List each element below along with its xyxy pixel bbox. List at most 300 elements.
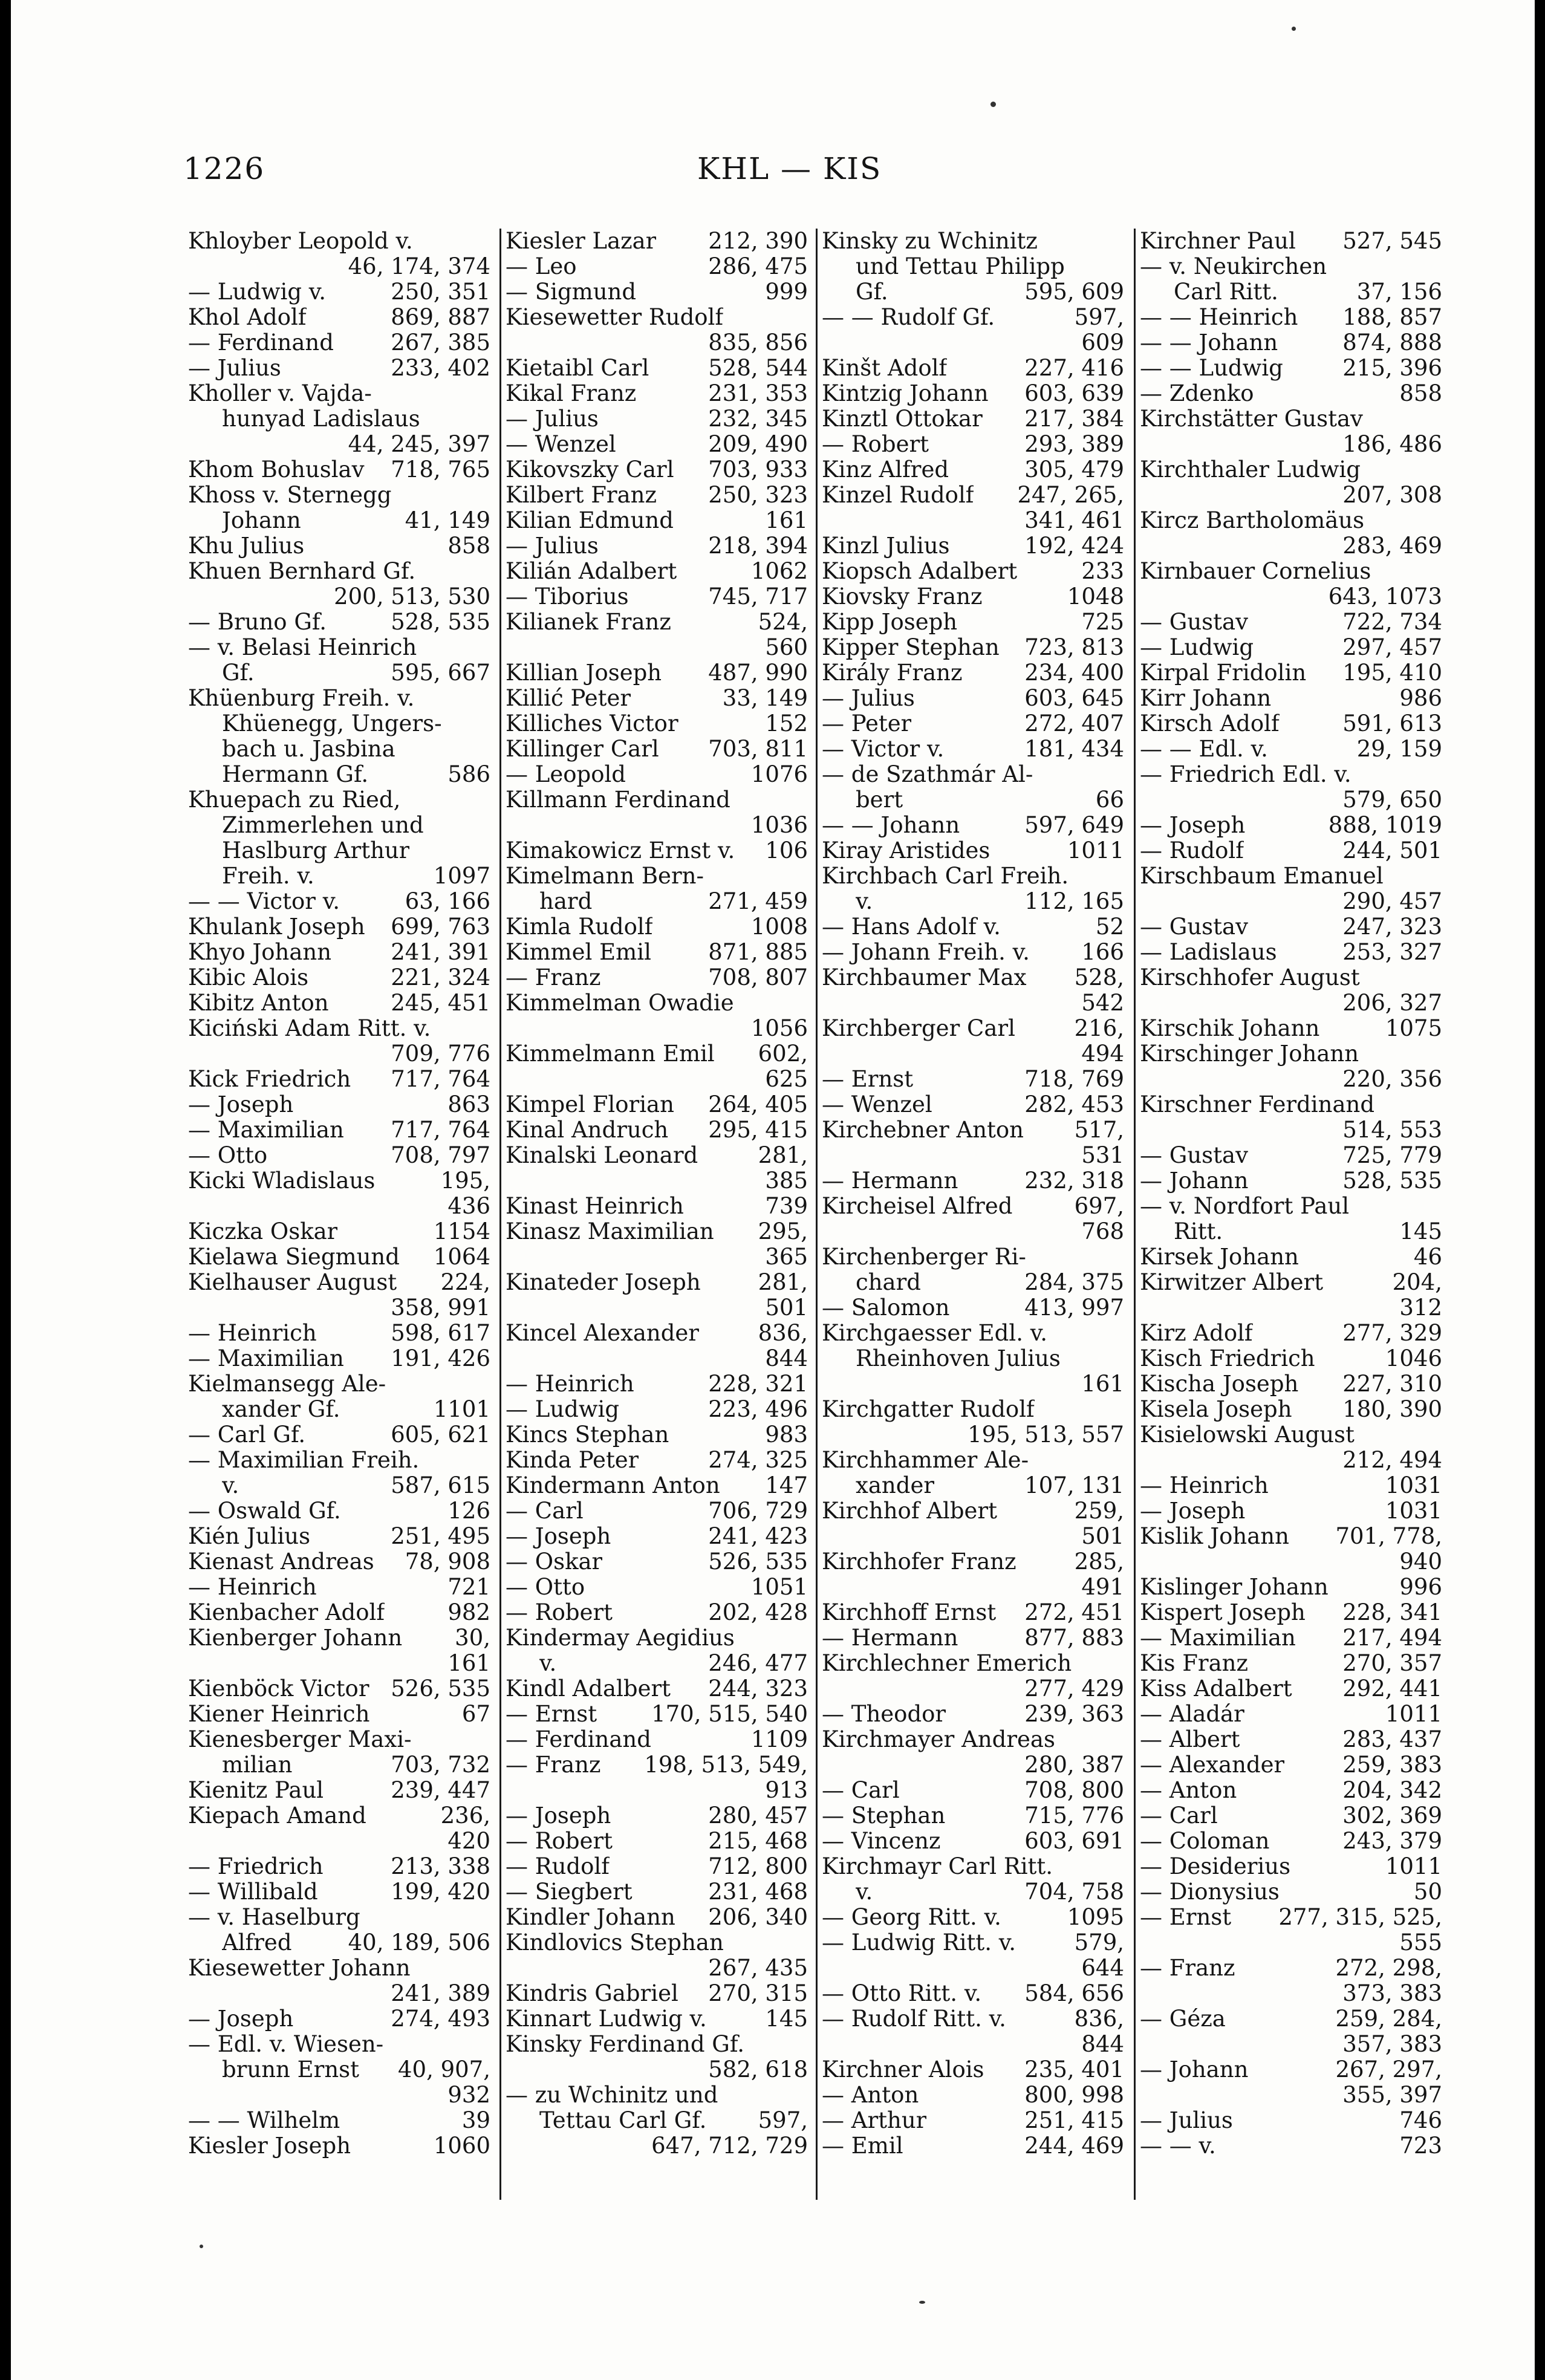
index-line [506, 965, 808, 990]
entry-pages: 983 [765, 1422, 808, 1448]
index-line [188, 1016, 490, 1041]
index-line [188, 1448, 490, 1473]
index-line [188, 1295, 490, 1321]
entry-pages: 704, 758 [1024, 1879, 1124, 1905]
index-line [506, 1117, 808, 1143]
index-line [822, 965, 1124, 990]
entry-name: Kircheisel Alfred [822, 1194, 1013, 1219]
index-line [1140, 1879, 1442, 1905]
entry-pages: 625 [765, 1067, 808, 1092]
index-line [506, 1219, 808, 1244]
entry-pages: 1109 [750, 1727, 808, 1752]
entry-pages: 1097 [433, 863, 490, 889]
entry-name: — — Johann [1140, 330, 1278, 356]
index-line [188, 229, 490, 254]
entry-name: — Rudolf [1140, 838, 1244, 863]
entry-name: — Franz [506, 965, 601, 990]
index-line [188, 686, 490, 711]
entry-pages: 697, [1074, 1194, 1124, 1219]
entry-pages: 280, 457 [708, 1803, 808, 1829]
entry-pages: 198, 513, 549, [644, 1752, 808, 1778]
entry-name: Kindris Gabriel [506, 1981, 678, 2006]
index-line [506, 1600, 808, 1625]
index-line [1140, 2082, 1442, 2108]
index-line [506, 1143, 808, 1168]
entry-pages: 191, 426 [391, 1346, 490, 1371]
entry-pages: 647, 712, 729 [651, 2133, 808, 2159]
index-line [506, 533, 808, 559]
entry-pages: 295, [758, 1219, 808, 1244]
index-line [188, 457, 490, 483]
entry-name: Killiches Victor [506, 711, 678, 736]
entry-pages: 1062 [750, 559, 808, 584]
entry-name: Kienbacher Adolf [188, 1600, 385, 1625]
index-line [822, 1473, 1124, 1498]
entry-name: Kikovszky Carl [506, 457, 674, 483]
entry-name: — Gustav [1140, 1143, 1248, 1168]
entry-name: Kirchbach Carl Freih. [822, 863, 1069, 889]
scan-speck [990, 102, 996, 107]
entry-name: — Heinrich [188, 1321, 317, 1346]
index-line [822, 914, 1124, 940]
index-line [1140, 1575, 1442, 1600]
entry-name: bach u. Jasbina [222, 736, 395, 762]
index-line [1140, 1905, 1442, 1930]
entry-name: Kielawa Siegmund [188, 1244, 400, 1270]
entry-name: — — v. [1140, 2133, 1216, 2159]
entry-pages: 204, [1392, 1270, 1442, 1295]
entry-pages: 718, 769 [1024, 1067, 1124, 1092]
entry-pages: 209, 490 [708, 432, 808, 457]
entry-name: Kiopsch Adalbert [822, 559, 1018, 584]
index-line [506, 1295, 808, 1321]
entry-pages: 233 [1081, 559, 1124, 584]
entry-name: Kinsky Ferdinand Gf. [506, 2032, 744, 2057]
index-line [1140, 1651, 1442, 1676]
entry-name: xander Gf. [222, 1397, 340, 1422]
entry-name: Kiovsky Franz [822, 584, 983, 610]
entry-pages: 1011 [1067, 838, 1124, 863]
index-line [506, 1092, 808, 1117]
entry-pages: 1011 [1385, 1854, 1442, 1879]
column-rule [1134, 229, 1136, 2200]
index-line [1140, 1041, 1442, 1067]
index-line [822, 1829, 1124, 1854]
entry-name: — Georg Ritt. v. [822, 1905, 1001, 1930]
entry-pages: 243, 379 [1342, 1829, 1442, 1854]
entry-name: — Rudolf [506, 1854, 610, 1879]
entry-name: Kirchenberger Ri- [822, 1244, 1026, 1270]
entry-name: Kirchhammer Ale- [822, 1448, 1029, 1473]
entry-pages: 152 [765, 711, 808, 736]
index-line [822, 1016, 1124, 1041]
entry-name: — Joseph [506, 1524, 611, 1549]
entry-name: — Desiderius [1140, 1854, 1291, 1879]
entry-pages: 186, 486 [1342, 432, 1442, 457]
page-header [11, 151, 1535, 206]
entry-pages: 126 [447, 1498, 490, 1524]
entry-pages: 239, 447 [391, 1778, 490, 1803]
entry-pages: 267, 297, [1335, 2057, 1442, 2082]
entry-pages: 292, 441 [1342, 1676, 1442, 1702]
index-line [822, 1041, 1124, 1067]
entry-pages: 1154 [433, 1219, 490, 1244]
index-line [506, 1067, 808, 1092]
entry-pages: 215, 468 [708, 1829, 808, 1854]
entry-pages: 501 [1081, 1524, 1124, 1549]
index-line [1140, 457, 1442, 483]
index-line [822, 1371, 1124, 1397]
index-line [822, 711, 1124, 736]
entry-name: — Bruno Gf. [188, 610, 327, 635]
entry-name: Kirchhoff Ernst [822, 1600, 997, 1625]
entry-name: Kirchner Paul [1140, 229, 1296, 254]
entry-pages: 247, 323 [1342, 914, 1442, 940]
index-line [1140, 1473, 1442, 1498]
index-line [188, 330, 490, 356]
entry-pages: 528, 535 [1342, 1168, 1442, 1194]
entry-pages: 1076 [750, 762, 808, 787]
index-line [1140, 1397, 1442, 1422]
entry-pages: 251, 495 [391, 1524, 490, 1549]
index-line [822, 305, 1124, 330]
entry-pages: 244, 469 [1024, 2133, 1124, 2159]
index-line [506, 1346, 808, 1371]
entry-pages: 526, 535 [391, 1676, 490, 1702]
index-line [506, 381, 808, 406]
index-line [188, 1194, 490, 1219]
entry-pages: 528, 544 [708, 356, 808, 381]
entry-name: — Otto [188, 1143, 268, 1168]
entry-name: — Rudolf Ritt. v. [822, 2006, 1006, 2032]
index-line [1140, 1778, 1442, 1803]
index-line [188, 990, 490, 1016]
entry-name: hard [539, 889, 593, 914]
index-line [822, 686, 1124, 711]
index-line [1140, 838, 1442, 863]
entry-name: v. [222, 1473, 239, 1498]
entry-pages: 207, 308 [1342, 483, 1442, 508]
index-line [506, 1244, 808, 1270]
entry-pages: 1095 [1067, 1905, 1124, 1930]
index-line [506, 762, 808, 787]
entry-pages: 245, 451 [391, 990, 490, 1016]
entry-pages: 239, 363 [1024, 1702, 1124, 1727]
index-line [188, 1600, 490, 1625]
index-line [822, 432, 1124, 457]
index-line [188, 2006, 490, 2032]
entry-name: — — Johann [822, 813, 960, 838]
index-line [506, 279, 808, 305]
entry-pages: 63, 166 [405, 889, 490, 914]
entry-pages: 555 [1399, 1930, 1442, 1956]
index-line [822, 1651, 1124, 1676]
entry-name: — Ernst [506, 1702, 597, 1727]
index-column-4 [1140, 229, 1442, 2200]
entry-name: Kiepach Amand [188, 1803, 366, 1829]
entry-pages: 597, [1074, 305, 1124, 330]
entry-name: Carl Ritt. [1174, 279, 1278, 305]
index-line [822, 1295, 1124, 1321]
index-line [1140, 1930, 1442, 1956]
entry-pages: 235, 401 [1024, 2057, 1124, 2082]
index-line [822, 1143, 1124, 1168]
entry-name: Kinnart Ludwig v. [506, 2006, 707, 2032]
entry-pages: 233, 402 [391, 356, 490, 381]
entry-pages: 41, 149 [405, 508, 490, 533]
entry-pages: 236, [440, 1803, 490, 1829]
index-line [1140, 406, 1442, 432]
entry-pages: 270, 357 [1342, 1651, 1442, 1676]
index-line [188, 838, 490, 863]
index-line [822, 1549, 1124, 1575]
entry-name: Kimmelmann Emil [506, 1041, 715, 1067]
entry-pages: 701, 778, [1335, 1524, 1442, 1549]
entry-name: Kincs Stephan [506, 1422, 669, 1448]
index-line [822, 1117, 1124, 1143]
entry-pages: 221, 324 [391, 965, 490, 990]
entry-name: — Maximilian [1140, 1625, 1296, 1651]
entry-name: Kielmansegg Ale- [188, 1371, 386, 1397]
index-line [822, 813, 1124, 838]
entry-pages: 232, 318 [1024, 1168, 1124, 1194]
entry-pages: 250, 351 [391, 279, 490, 305]
entry-pages: 180, 390 [1342, 1397, 1442, 1422]
entry-name: Kirschik Johann [1140, 1016, 1320, 1041]
index-line [188, 1041, 490, 1067]
index-line [506, 483, 808, 508]
entry-pages: 280, 387 [1024, 1752, 1124, 1778]
entry-pages: 212, 390 [708, 229, 808, 254]
entry-pages: 285, [1074, 1549, 1124, 1575]
entry-name: — Salomon [822, 1295, 950, 1321]
entry-name: Kirchstätter Gustav [1140, 406, 1363, 432]
entry-name: chard [856, 1270, 921, 1295]
index-line [822, 2032, 1124, 2057]
index-line [506, 1930, 808, 1956]
entry-pages: 106 [765, 838, 808, 863]
index-line [188, 1727, 490, 1752]
index-line [822, 330, 1124, 356]
entry-name: bert [856, 787, 903, 813]
entry-pages: 746 [1399, 2108, 1442, 2133]
entry-pages: 244, 323 [708, 1676, 808, 1702]
index-line [822, 889, 1124, 914]
index-line [506, 1829, 808, 1854]
entry-pages: 37, 156 [1356, 279, 1442, 305]
entry-name: Kilianek Franz [506, 610, 671, 635]
entry-pages: 231, 353 [708, 381, 808, 406]
entry-name: — Julius [188, 356, 281, 381]
entry-pages: 597, 649 [1024, 813, 1124, 838]
entry-pages: 385 [765, 1168, 808, 1194]
entry-name: Khüenburg Freih. v. [188, 686, 415, 711]
entry-name: hunyad Ladislaus [222, 406, 420, 432]
entry-pages: 297, 457 [1342, 635, 1442, 660]
entry-pages: 358, 991 [391, 1295, 490, 1321]
entry-name: Kinsky zu Wchinitz [822, 229, 1038, 254]
entry-name: — Tiborius [506, 584, 629, 610]
entry-pages: 217, 494 [1342, 1625, 1442, 1651]
entry-pages: 487, 990 [708, 660, 808, 686]
entry-name: Kiczka Oskar [188, 1219, 338, 1244]
entry-name: Kilián Adalbert [506, 559, 677, 584]
index-line [506, 1854, 808, 1879]
index-line [506, 711, 808, 736]
entry-name: — Anton [822, 2082, 919, 2108]
entry-name: Kirpal Fridolin [1140, 660, 1307, 686]
index-line [188, 1778, 490, 1803]
entry-name: Kislinger Johann [1140, 1575, 1329, 1600]
entry-pages: 528, 535 [391, 610, 490, 635]
entry-name: Kicki Wladislaus [188, 1168, 376, 1194]
entry-name: Khulank Joseph [188, 914, 365, 940]
entry-name: — — Wilhelm [188, 2108, 340, 2133]
entry-name: Kinšt Adolf [822, 356, 948, 381]
entry-name: — Gustav [1140, 610, 1248, 635]
index-line [1140, 1625, 1442, 1651]
index-line [1140, 2006, 1442, 2032]
index-line [822, 1422, 1124, 1448]
entry-pages: 579, [1074, 1930, 1124, 1956]
entry-pages: 1051 [750, 1575, 808, 1600]
index-line [188, 432, 490, 457]
entry-name: — Géza [1140, 2006, 1226, 2032]
index-line [188, 1930, 490, 1956]
index-line [1140, 1143, 1442, 1168]
index-line [1140, 559, 1442, 584]
entry-pages: 528, [1074, 965, 1124, 990]
entry-name: — v. Belasi Heinrich [188, 635, 417, 660]
scanned-page [11, 0, 1535, 2380]
entry-name: Kirchthaler Ludwig [1140, 457, 1361, 483]
entry-pages: 272, 298, [1335, 1956, 1442, 1981]
entry-name: Kirchgatter Rudolf [822, 1397, 1035, 1422]
entry-name: — Albert [1140, 1727, 1240, 1752]
entry-pages: 170, 515, 540 [651, 1702, 808, 1727]
index-line [188, 1854, 490, 1879]
index-line [1140, 610, 1442, 635]
index-line [1140, 1117, 1442, 1143]
entry-pages: 940 [1399, 1549, 1442, 1575]
entry-pages: 274, 493 [391, 2006, 490, 2032]
index-line [188, 584, 490, 610]
entry-pages: 264, 405 [708, 1092, 808, 1117]
entry-pages: 706, 729 [708, 1498, 808, 1524]
index-line [1140, 660, 1442, 686]
entry-pages: 206, 327 [1342, 990, 1442, 1016]
entry-pages: 246, 477 [708, 1651, 808, 1676]
index-line [1140, 940, 1442, 965]
entry-name: und Tettau Philipp [856, 254, 1065, 279]
entry-name: — Vincenz [822, 1829, 941, 1854]
index-line [506, 2133, 808, 2159]
entry-name: — Hermann [822, 1625, 958, 1651]
index-line [1140, 1549, 1442, 1575]
entry-name: — Franz [506, 1752, 601, 1778]
entry-pages: 717, 764 [391, 1117, 490, 1143]
index-line [822, 406, 1124, 432]
entry-pages: 869, 887 [391, 305, 490, 330]
entry-pages: 283, 469 [1342, 533, 1442, 559]
index-line [1140, 635, 1442, 660]
entry-name: — Carl [506, 1498, 584, 1524]
entry-pages: 836, [1074, 2006, 1124, 2032]
index-line [1140, 1752, 1442, 1778]
entry-name: Killmann Ferdinand [506, 787, 730, 813]
index-line [188, 889, 490, 914]
entry-name: — Franz [1140, 1956, 1235, 1981]
index-line [506, 940, 808, 965]
entry-pages: 161 [447, 1651, 490, 1676]
index-line [506, 508, 808, 533]
index-line [506, 254, 808, 279]
index-line [188, 1981, 490, 2006]
index-line [188, 305, 490, 330]
index-line [1140, 889, 1442, 914]
entry-name: — Stephan [822, 1803, 946, 1829]
entry-name: xander [856, 1473, 935, 1498]
index-line [506, 889, 808, 914]
index-line [1140, 1448, 1442, 1473]
entry-pages: 107, 131 [1024, 1473, 1124, 1498]
index-line [1140, 1270, 1442, 1295]
entry-pages: 218, 394 [708, 533, 808, 559]
entry-pages: 357, 383 [1342, 2032, 1442, 2057]
entry-pages: 800, 998 [1024, 2082, 1124, 2108]
entry-name: Kirschhofer August [1140, 965, 1360, 990]
entry-pages: 147 [765, 1473, 808, 1498]
entry-name: Kiesler Joseph [188, 2133, 351, 2159]
entry-name: Tettau Carl Gf. [539, 2108, 707, 2133]
entry-name: Killinger Carl [506, 736, 659, 762]
entry-name: Kirnbauer Cornelius [1140, 559, 1371, 584]
entry-pages: 595, 667 [391, 660, 490, 686]
entry-pages: 598, 617 [391, 1321, 490, 1346]
entry-name: — Ferdinand [188, 330, 334, 356]
entry-name: Kienberger Johann [188, 1625, 403, 1651]
entry-name: Kirr Johann [1140, 686, 1272, 711]
index-line [506, 305, 808, 330]
entry-name: Gf. [222, 660, 255, 686]
entry-pages: 145 [1399, 1219, 1442, 1244]
entry-pages: 703, 732 [391, 1752, 490, 1778]
entry-pages: 29, 159 [1356, 736, 1442, 762]
entry-pages: 1048 [1067, 584, 1124, 610]
entry-pages: 274, 325 [708, 1448, 808, 1473]
entry-pages: 595, 609 [1024, 279, 1124, 305]
index-line [822, 1346, 1124, 1371]
entry-pages: 200, 513, 530 [334, 584, 490, 610]
index-line [1140, 1168, 1442, 1194]
entry-pages: 227, 416 [1024, 356, 1124, 381]
index-line [1140, 483, 1442, 508]
index-line [1140, 1702, 1442, 1727]
entry-name: Kircz Bartholomäus [1140, 508, 1365, 533]
entry-name: v. [856, 1879, 873, 1905]
index-line [506, 1524, 808, 1549]
entry-name: — Emil [822, 2133, 903, 2159]
entry-name: — Dionysius [1140, 1879, 1280, 1905]
entry-name: — Wenzel [822, 1092, 932, 1117]
index-line [188, 1371, 490, 1397]
entry-pages: 302, 369 [1342, 1803, 1442, 1829]
entry-name: — Ferdinand [506, 1727, 651, 1752]
entry-pages: 259, [1074, 1498, 1124, 1524]
entry-name: Kirchner Alois [822, 2057, 984, 2082]
entry-name: — Gustav [1140, 914, 1248, 940]
index-line [822, 1676, 1124, 1702]
